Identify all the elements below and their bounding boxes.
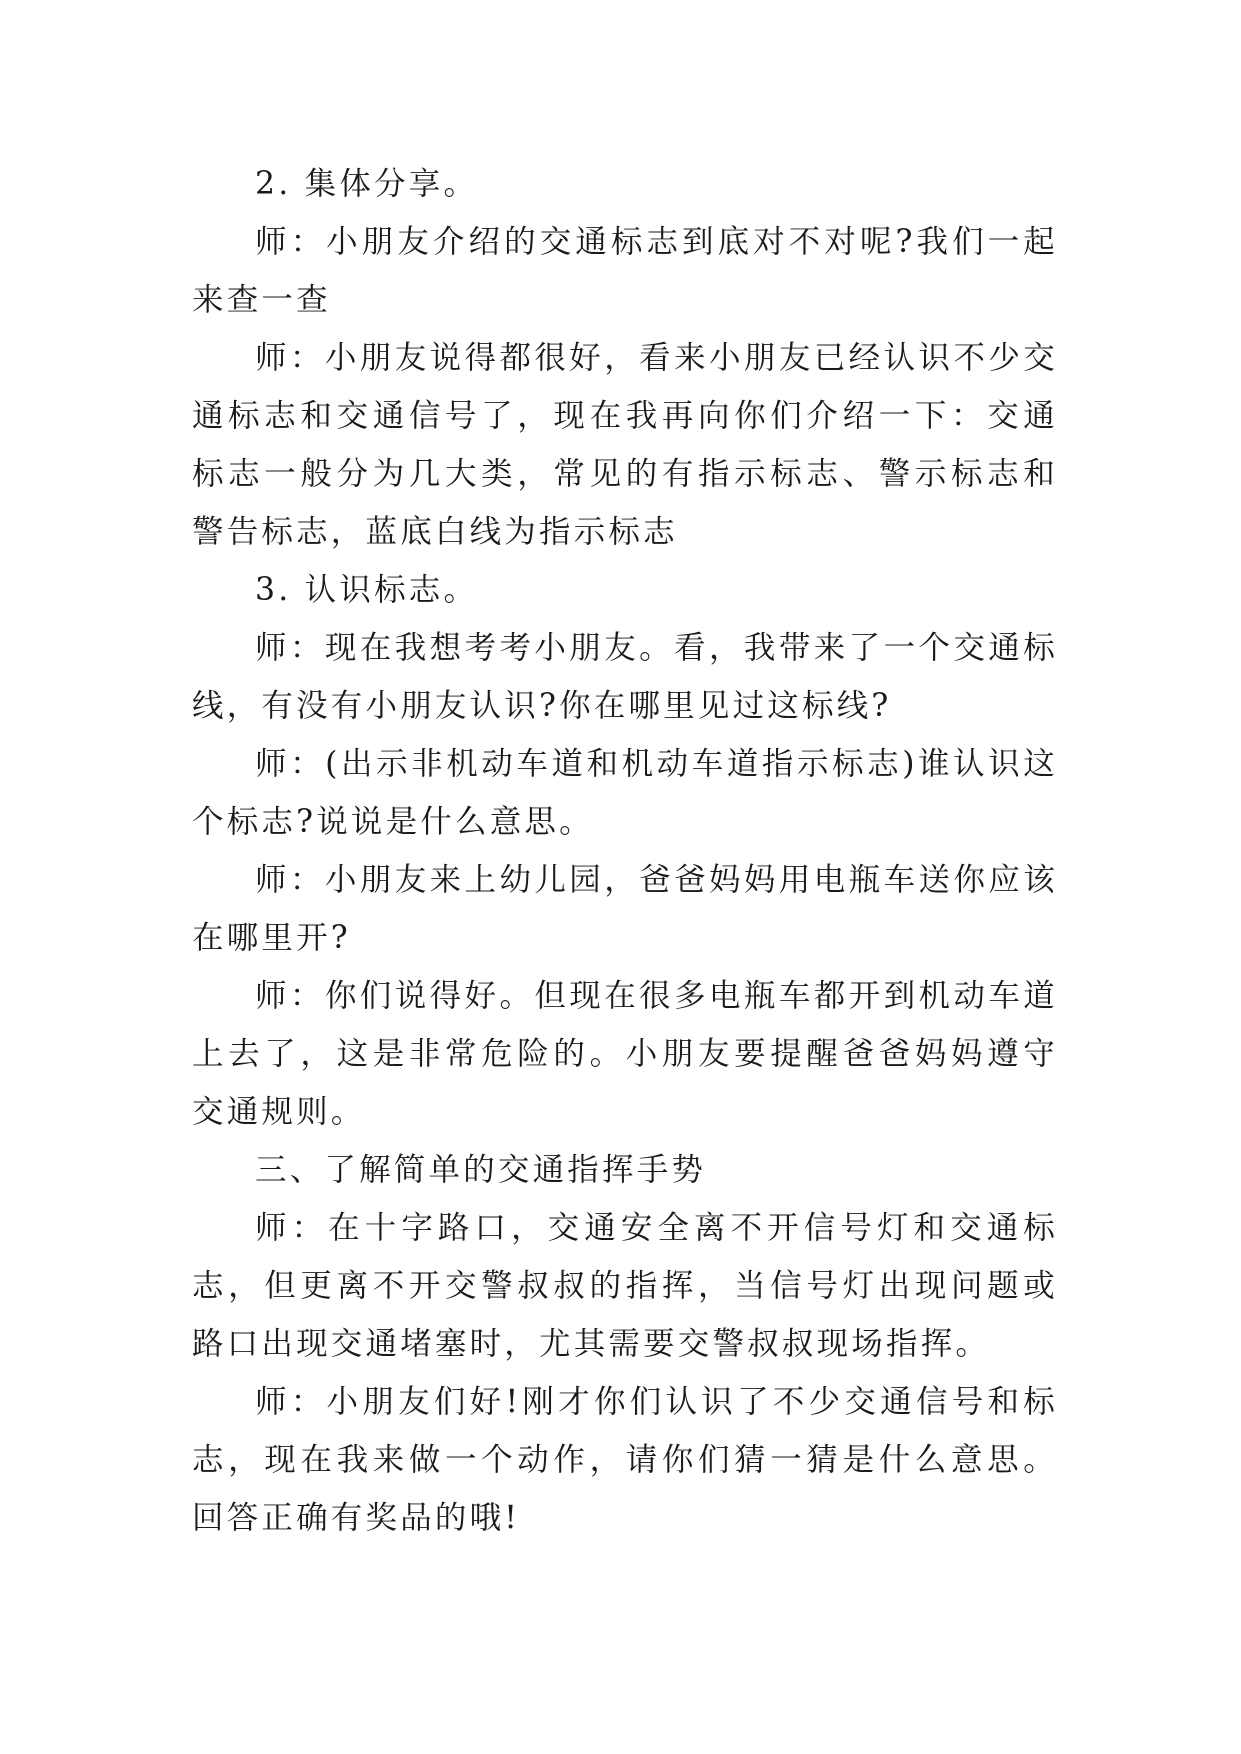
document-body	[192, 155, 1058, 1547]
section-heading-sharing: 2. 集体分享。	[255, 166, 479, 202]
paragraph-teacher-e-bike-question: 师：小朋友来上幼儿园，爸爸妈妈用电瓶车送你应该在哪里开?	[192, 862, 1058, 956]
section-heading-hand-signals: 三、了解简单的交通指挥手势	[255, 1152, 707, 1188]
paragraph-teacher-e-bike-danger: 师：你们说得好。但现在很多电瓶车都开到机动车道上去了，这是非常危险的。小朋友要提醒爸爸妈妈遵守交通规则。	[192, 978, 1058, 1130]
paragraph-teacher-check-signs: 师：小朋友介绍的交通标志到底对不对呢?我们一起来查一查	[192, 224, 1058, 318]
paragraph-teacher-traffic-police: 师：在十字路口，交通安全离不开信号灯和交通标志，但更离不开交警叔叔的指挥，当信号灯出现问题或路口出现交通堵塞时，尤其需要交警叔叔现场指挥。	[192, 1210, 1058, 1362]
paragraph-teacher-road-marking: 师：现在我想考考小朋友。看，我带来了一个交通标线，有没有小朋友认识?你在哪里见过这标线?	[192, 630, 1058, 724]
paragraph-teacher-lane-sign: 师：(出示非机动车道和机动车道指示标志)谁认识这个标志?说说是什么意思。	[192, 746, 1058, 840]
section-heading-recognize-signs: 3. 认识标志。	[255, 572, 479, 608]
paragraph-teacher-sign-types: 师：小朋友说得都很好，看来小朋友已经认识不少交通标志和交通信号了，现在我再向你们介绍一下：交通标志一般分为几大类，常见的有指示标志、警示标志和警告标志，蓝底白线为指示标志	[192, 340, 1058, 550]
paragraph-teacher-guess-gesture: 师：小朋友们好!刚才你们认识了不少交通信号和标志，现在我来做一个动作，请你们猜一猜是什么意思。回答正确有奖品的哦!	[192, 1384, 1058, 1536]
